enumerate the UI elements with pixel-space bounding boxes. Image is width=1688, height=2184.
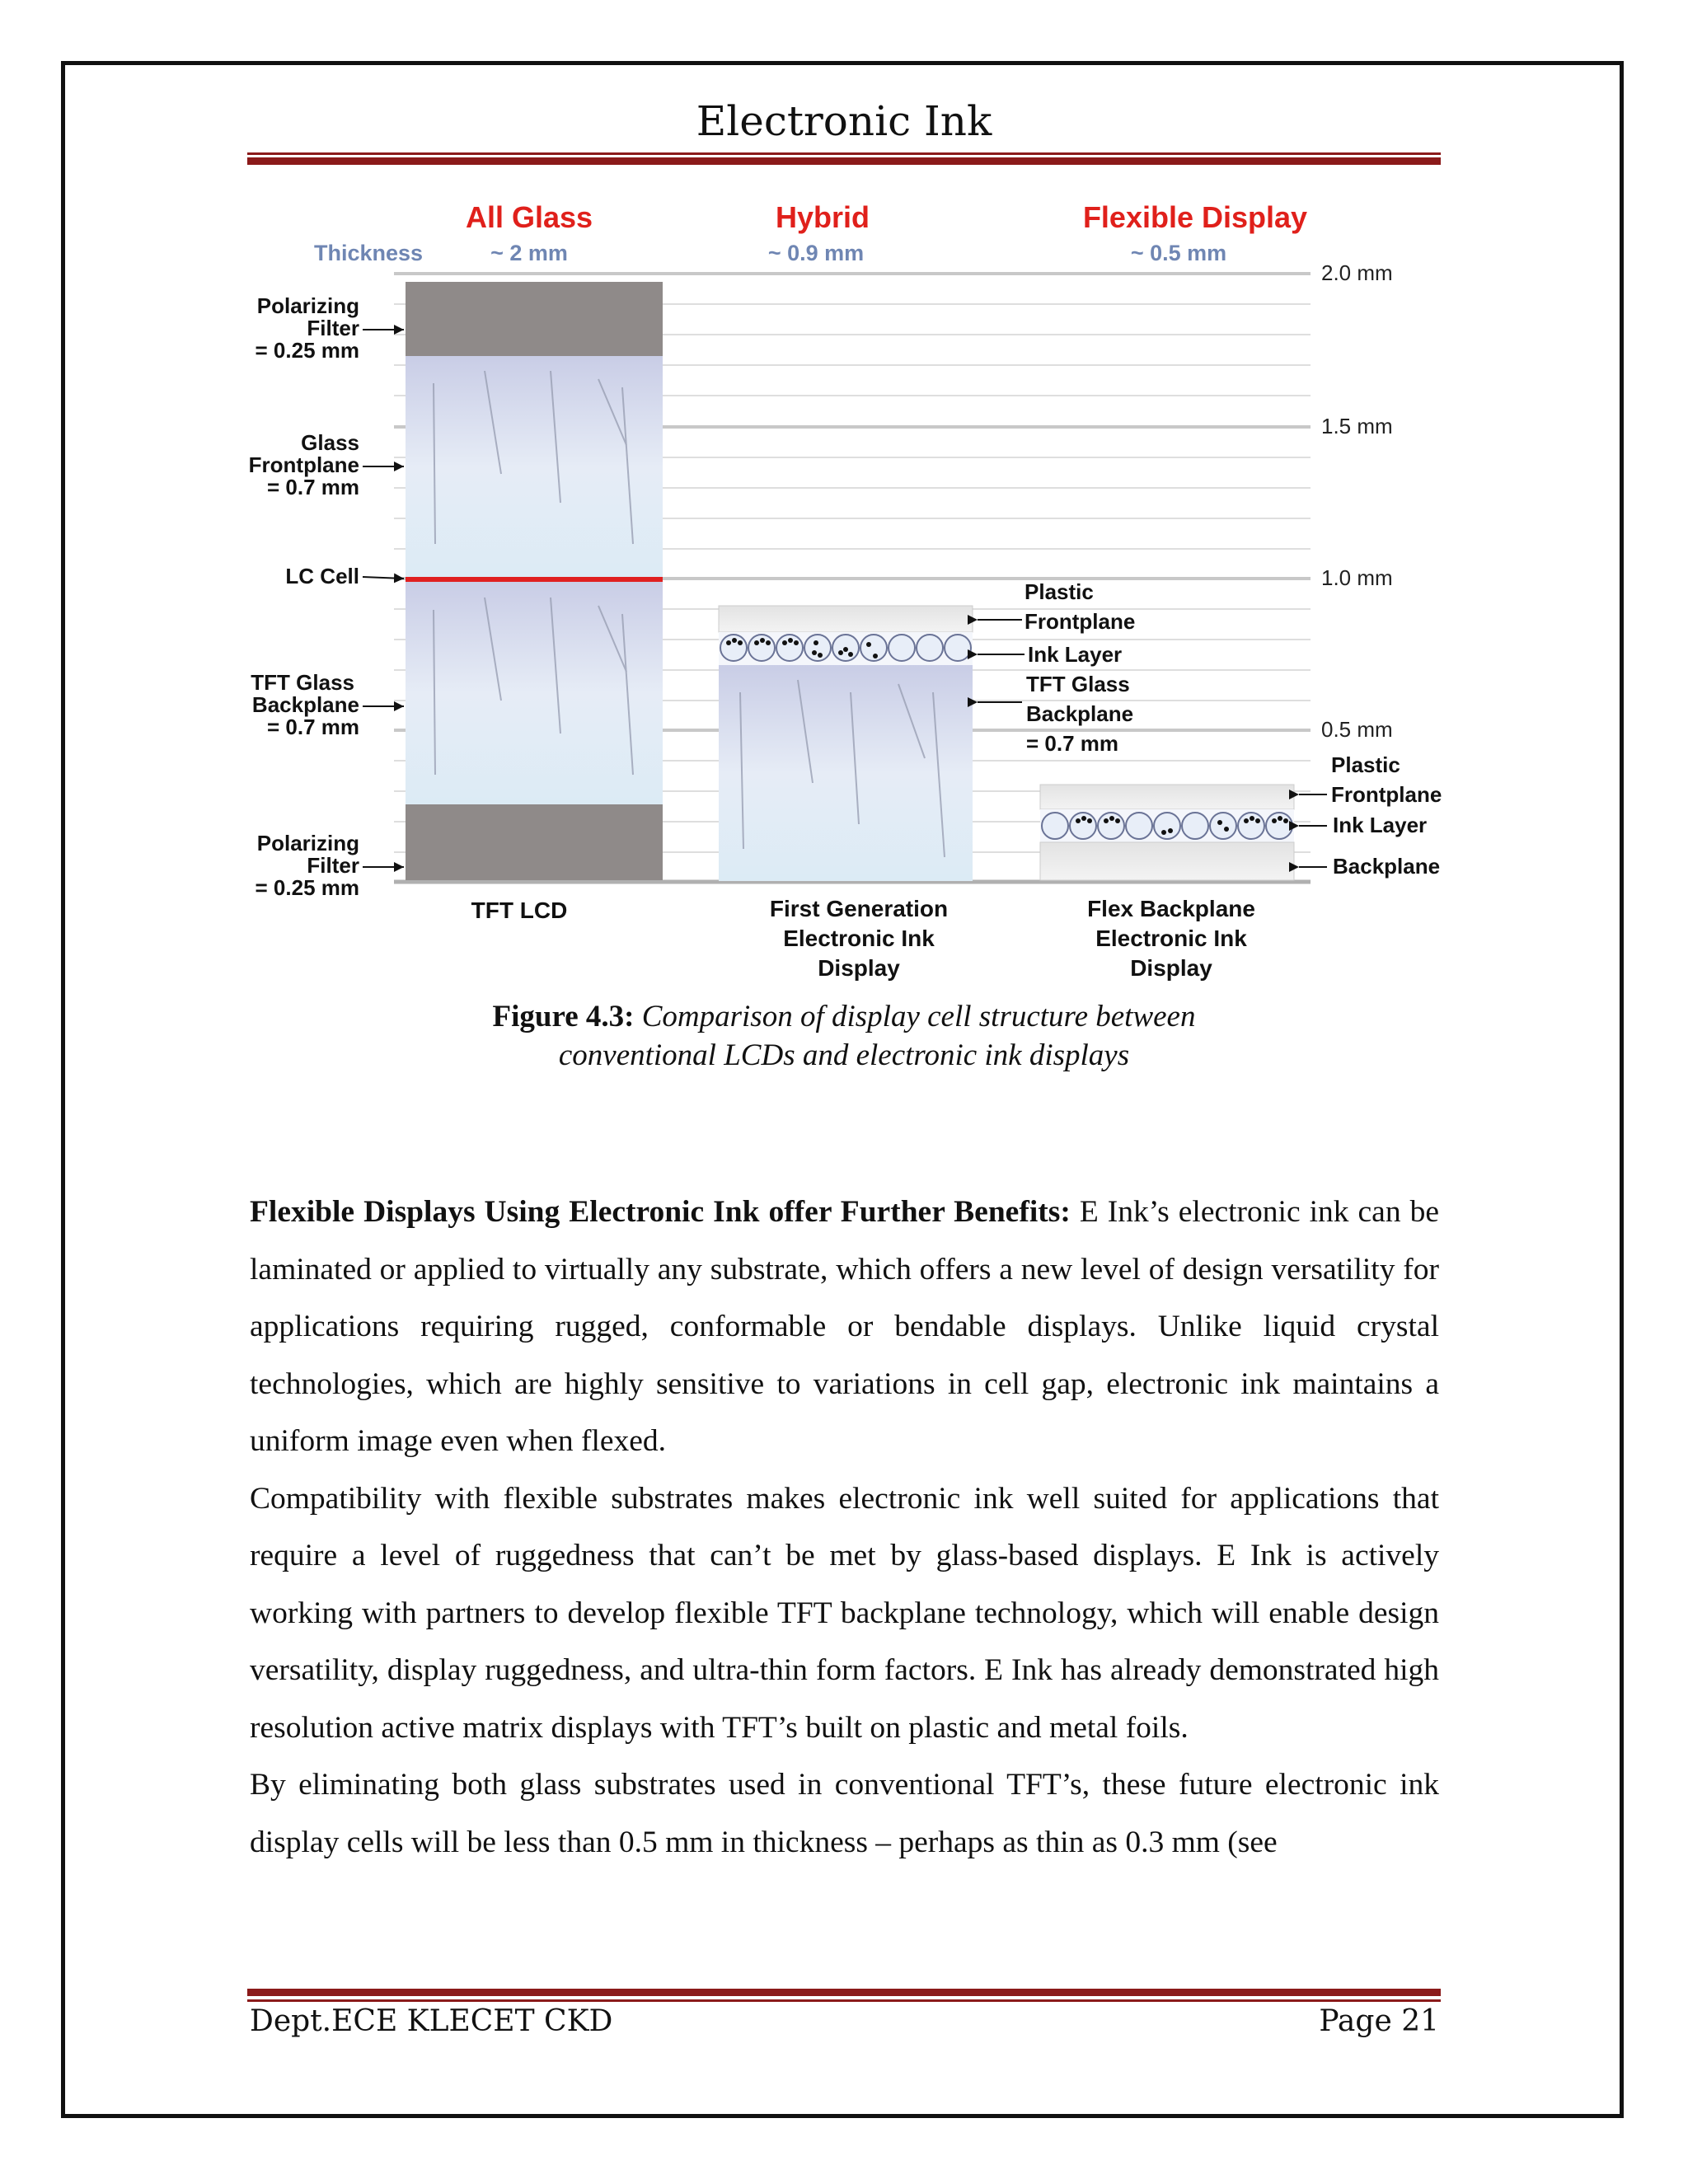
flex-label-plastic-2: Frontplane: [1331, 782, 1442, 807]
label-tft-glass-3: = 0.7 mm: [266, 715, 359, 739]
label-polarizing-top-3: = 0.25 mm: [255, 338, 359, 363]
hybrid-stack: [719, 606, 973, 881]
scale-1-5mm: 1.5 mm: [1321, 414, 1393, 438]
figure-caption-line1: Comparison of display cell structure between: [641, 1000, 1196, 1033]
caption-tft-lcd: TFT LCD: [471, 898, 568, 923]
caption-hybrid-2: Electronic Ink: [783, 926, 935, 951]
flex-label-ink-layer: Ink Layer: [1333, 813, 1428, 837]
paragraph-3: By eliminating both glass substrates used in conventional TFT’s, these future electronic ink display cells will be less than 0.5 mm in thickness – perhaps as thin as 0.3 mm (see: [250, 1768, 1439, 1859]
footer-rule-thin: [247, 1999, 1441, 2002]
label-polarizing-bottom-3: = 0.25 mm: [255, 875, 359, 900]
label-polarizing-bottom-1: Polarizing: [256, 831, 359, 855]
footer-rule-thick: [247, 1989, 1441, 1996]
tft-lcd-stack: [406, 282, 663, 880]
label-polarizing-bottom-2: Filter: [307, 853, 359, 878]
figure-caption-label: Figure 4.3:: [492, 1000, 635, 1033]
hybrid-label-tft-3: = 0.7 mm: [1026, 731, 1119, 756]
flex-ink-capsules: [1042, 813, 1292, 839]
body-text: [250, 1183, 1439, 1871]
footer-department: Dept.ECE KLECET CKD: [250, 2004, 613, 2038]
thickness-label: Thickness: [313, 241, 424, 265]
footer-page-number: Page 21: [1319, 2004, 1439, 2038]
label-glass-frontplane-3: = 0.7 mm: [266, 475, 359, 499]
figure-caption: [247, 997, 1441, 1075]
flex-label-plastic-1: Plastic: [1331, 752, 1400, 777]
paragraph-1-text: E Ink’s electronic ink can be laminated or applied to virtually any substrate, which offers a new level of design versatility for applications requiring rugged, conformable or bendable displays. Unlike liquid crystal technologies, which are highly sensitive to variations in cell gap, electronic ink maintains a uniform image even when flexed.: [250, 1195, 1439, 1458]
label-glass-frontplane-1: Glass: [301, 430, 359, 455]
figure-caption-line2: conventional LCDs and electronic ink displays: [558, 1038, 1130, 1072]
thickness-flexible: ~ 0.5 mm: [1130, 241, 1227, 265]
thickness-all-glass: ~ 2 mm: [490, 241, 568, 265]
flex-stack: [1040, 785, 1294, 880]
caption-hybrid-1: First Generation: [769, 896, 949, 921]
label-lc-cell: LC Cell: [285, 564, 359, 588]
flex-label-backplane: Backplane: [1333, 854, 1441, 879]
display-structure-figure: [239, 198, 1451, 989]
hybrid-label-plastic-2: Frontplane: [1025, 609, 1136, 634]
column-title-hybrid: Hybrid: [775, 200, 870, 234]
column-title-flexible: Flexible Display: [1082, 200, 1308, 234]
column-title-all-glass: All Glass: [465, 200, 593, 234]
caption-hybrid-3: Display: [818, 955, 900, 981]
paragraph-1-heading: Flexible Displays Using Electronic Ink offer Further Benefits:: [250, 1195, 1071, 1229]
label-polarizing-top-1: Polarizing: [256, 293, 359, 318]
caption-flex-3: Display: [1130, 955, 1212, 981]
paragraph-1: [250, 1183, 1439, 1470]
hybrid-label-ink-layer: Ink Layer: [1028, 642, 1123, 667]
header-rule-thin: [247, 152, 1441, 155]
label-glass-frontplane-2: Frontplane: [248, 452, 359, 477]
caption-flex-2: Electronic Ink: [1095, 926, 1247, 951]
label-polarizing-top-2: Filter: [307, 316, 359, 340]
label-tft-glass-2: Backplane: [251, 692, 359, 717]
scale-2mm: 2.0 mm: [1321, 260, 1393, 285]
page-header-title: Electronic Ink: [696, 97, 992, 145]
header-rule-thick: [247, 157, 1441, 165]
hybrid-label-plastic-1: Plastic: [1025, 579, 1094, 604]
hybrid-label-tft-1: TFT Glass: [1026, 672, 1130, 696]
label-tft-glass-1: TFT Glass: [251, 670, 354, 695]
scale-1mm: 1.0 mm: [1321, 565, 1393, 590]
caption-flex-1: Flex Backplane: [1087, 896, 1255, 921]
scale-0-5mm: 0.5 mm: [1321, 717, 1393, 742]
thickness-hybrid: ~ 0.9 mm: [767, 241, 865, 265]
paragraph-2: Compatibility with flexible substrates makes electronic ink well suited for applications that require a level of ruggedness that can’t be met by glass-based displays. E Ink is actively working with partners to develop flexible TFT backplane technology, which will enable design versatility, display ruggedness, and ultra-thin form factors. E Ink has already demonstrated high resolution active matrix displays with TFT’s built on plastic and metal foils.: [250, 1481, 1439, 1745]
hybrid-label-tft-2: Backplane: [1026, 701, 1134, 726]
